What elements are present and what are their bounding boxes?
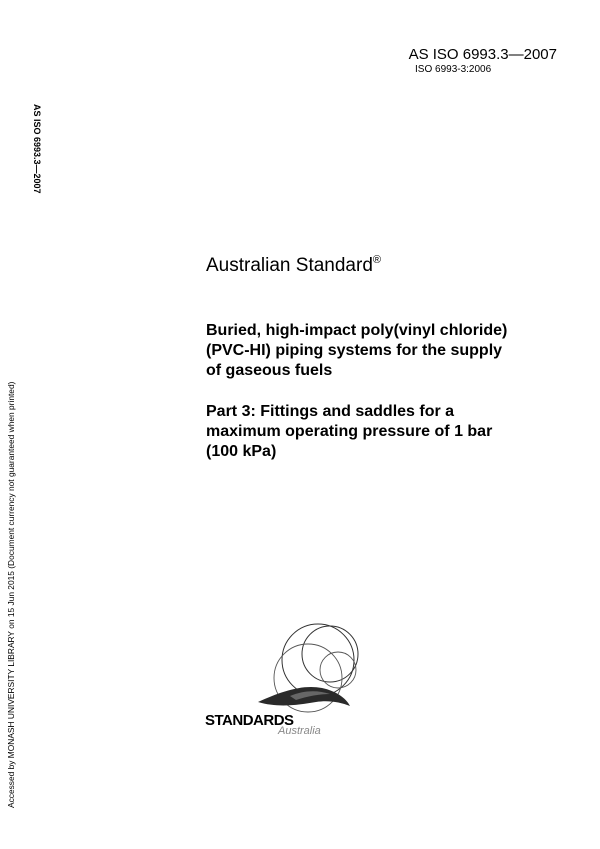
access-note-text: Accessed by MONASH UNIVERSITY LIBRARY on 15 Jun 2015 (Document currency not guaranteed when printed) bbox=[6, 381, 16, 808]
spine-label bbox=[30, 104, 42, 204]
part-title: Part 3: Fittings and saddles for a maximum operating pressure of 1 bar (100 kPa) bbox=[206, 403, 493, 460]
logo-wordmark: STANDARDS bbox=[205, 712, 294, 729]
standards-australia-logo bbox=[200, 618, 370, 740]
series-title bbox=[206, 254, 381, 277]
iso-number: ISO 6993-3:2006 bbox=[415, 64, 492, 75]
series-title-text: Australian Standard bbox=[206, 255, 373, 276]
spine-label-text: AS ISO 6993.3—2007 bbox=[32, 104, 42, 194]
registered-mark: ® bbox=[372, 254, 381, 266]
document-title: Buried, high-impact poly(vinyl chloride) (PVC-HI) piping systems for the supply of gaseous fuels bbox=[206, 322, 508, 379]
logo-subtitle: Australia bbox=[278, 725, 321, 737]
access-note bbox=[6, 381, 18, 808]
standard-number: AS ISO 6993.3—2007 bbox=[408, 46, 557, 63]
